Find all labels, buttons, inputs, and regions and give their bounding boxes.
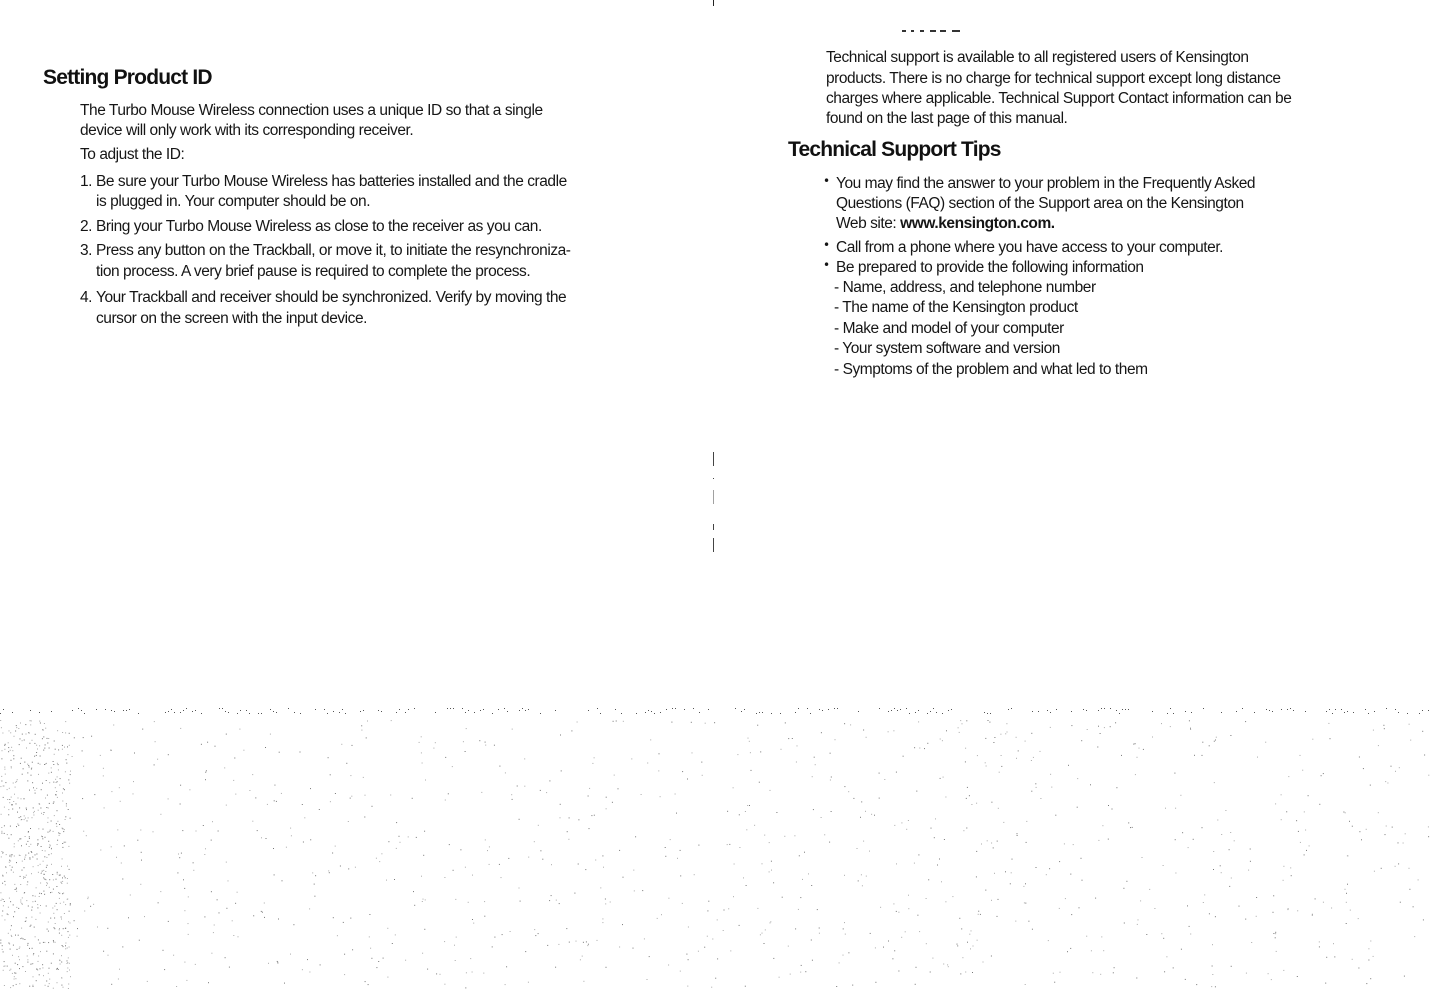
step-text: tion process. A very brief pause is required to complete the process. — [96, 263, 531, 280]
step-number: 4. — [80, 289, 93, 306]
tip-text: You may find the answer to your problem in the Frequently Asked — [836, 175, 1256, 192]
tip-text: Call from a phone where you have access to your computer. — [836, 239, 1224, 256]
clipped-heading-remnant — [902, 30, 964, 34]
intro-line: The Turbo Mouse Wireless connection uses a unique ID so that a single — [80, 102, 543, 119]
list-item: - Make and model of your computer — [834, 320, 1064, 337]
step-text: Press any button on the Trackball, or move it, to initiate the resynchroniza- — [96, 242, 571, 259]
kensington-website-link[interactable]: www.kensington.com. — [900, 215, 1055, 232]
bullet-icon: • — [823, 238, 831, 252]
step-text: cursor on the screen with the input device. — [96, 310, 368, 327]
support-paragraph-line: found on the last page of this manual. — [826, 110, 1068, 127]
list-item: - Your system software and version — [834, 340, 1060, 357]
web-site-label: Web site: — [836, 215, 901, 232]
intro-line: device will only work with its corresponding receiver. — [80, 122, 414, 139]
section-heading-setting-product-id: Setting Product ID — [43, 66, 212, 89]
step-number: 1. — [80, 173, 93, 190]
tip-text — [836, 214, 1055, 234]
adjust-id-label: To adjust the ID: — [80, 146, 185, 163]
support-paragraph-line: products. There is no charge for technical support except long distance — [826, 70, 1281, 87]
step-text: Bring your Turbo Mouse Wireless as close to the receiver as you can. — [96, 218, 542, 235]
step-text: Be sure your Turbo Mouse Wireless has batteries installed and the cradle — [96, 173, 567, 190]
bullet-icon: • — [823, 174, 831, 188]
step-number: 2. — [80, 218, 93, 235]
tip-text: Questions (FAQ) section of the Support area on the Kensington — [836, 195, 1244, 212]
list-item: - Name, address, and telephone number — [834, 279, 1096, 296]
section-heading-technical-support-tips: Technical Support Tips — [788, 138, 1001, 161]
list-item: - The name of the Kensington product — [834, 299, 1078, 316]
step-text: is plugged in. Your computer should be on. — [96, 193, 371, 210]
bullet-icon: • — [823, 258, 831, 272]
tip-text: Be prepared to provide the following information — [836, 259, 1144, 276]
step-text: Your Trackball and receiver should be synchronized. Verify by moving the — [96, 289, 567, 306]
step-number: 3. — [80, 242, 93, 259]
scan-noise-texture — [0, 700, 1430, 990]
support-paragraph-line: Technical support is available to all registered users of Kensington — [826, 49, 1249, 66]
list-item: - Symptoms of the problem and what led to them — [834, 361, 1148, 378]
support-paragraph-line: charges where applicable. Technical Support Contact information can be — [826, 90, 1292, 107]
